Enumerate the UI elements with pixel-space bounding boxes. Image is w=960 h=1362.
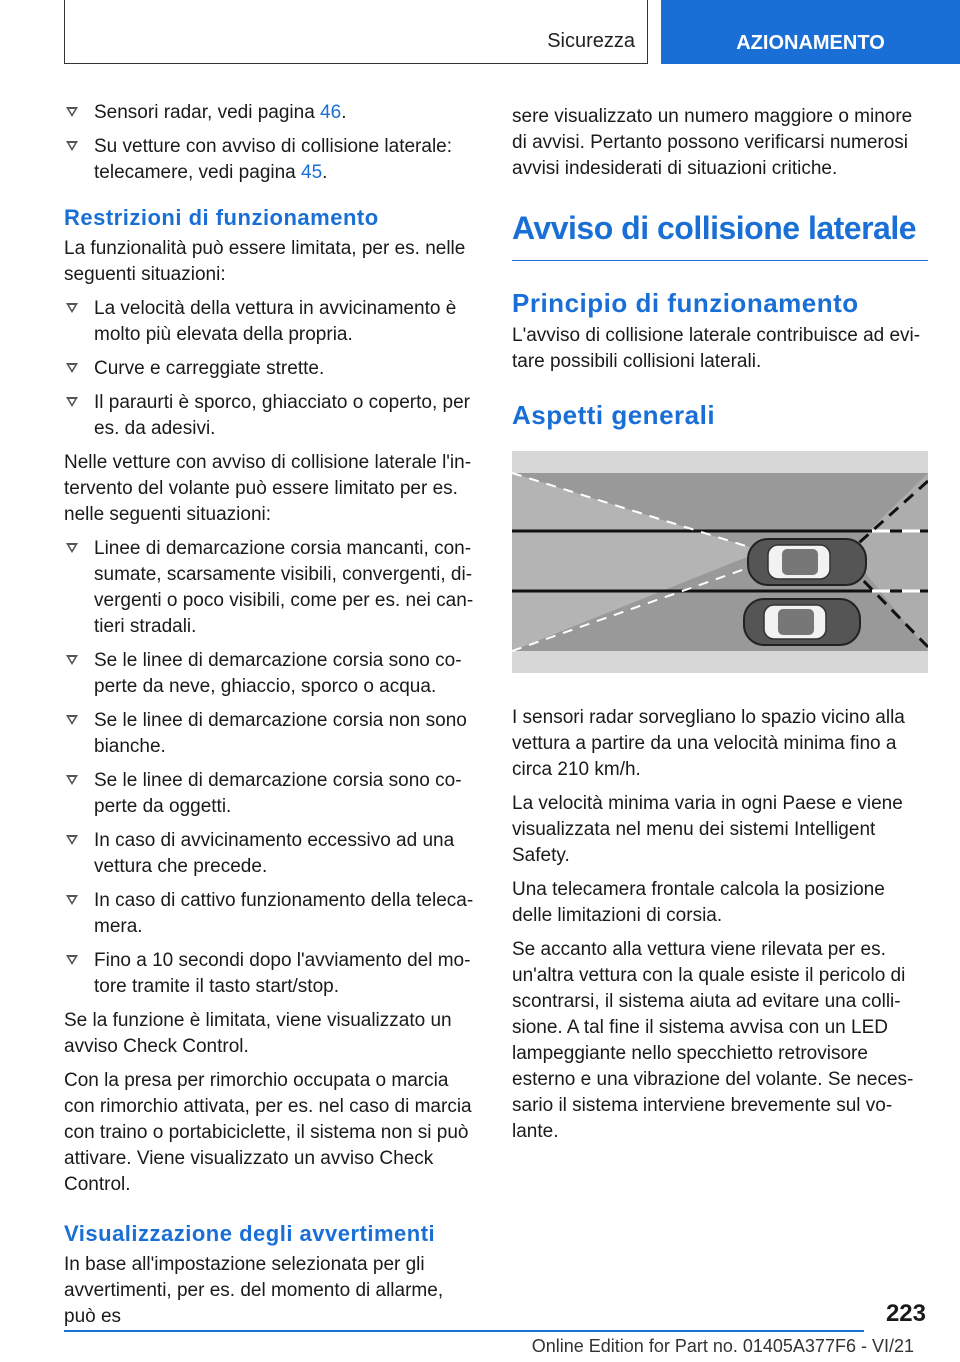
paragraph: La funzionalità può essere limitata, per es. nelle seguenti situazioni: [64, 238, 466, 285]
paragraph: La velocità minima varia in ogni Paese e viene visualizzata nel menu dei sistemi Intelligent Safety. [512, 793, 903, 866]
heading-restrictions: Restrizioni di funzionamento [64, 205, 379, 230]
paragraph: L'avviso di collisione laterale contribuisce ad evitare possibili collisioni laterali. [512, 325, 921, 372]
heading-warnings-display: Visualizzazione degli avvertimenti [64, 1221, 436, 1246]
list-item-text: Sensori radar, vedi pagina [94, 102, 321, 123]
chapter-tab-label: AZIONAMENTO [736, 32, 885, 54]
paragraph: Una telecamera frontale calcola la posizione delle limitazioni di corsia. [512, 879, 885, 926]
chapter-tab[interactable] [661, 0, 960, 64]
triangle-bullet-icon [66, 775, 78, 785]
list-item-text: La velocità della vettura in avvicinamento è molto più elevata della propria. [94, 298, 457, 345]
triangle-bullet-icon [66, 715, 78, 725]
paragraph: Se la funzione è limitata, viene visualizzato un avviso Check Control. [64, 1010, 452, 1057]
lane-assist-illustration [512, 451, 928, 673]
page-link-46[interactable]: 46 [320, 102, 342, 123]
footer-edition: Online Edition for Part no. 01405A377F6 - VI/21 [531, 1336, 914, 1356]
left-column [64, 100, 476, 1338]
list-item [64, 768, 476, 820]
list-item-text: Curve e carreggiate strette. [94, 358, 325, 379]
list-item-text: Se le linee di demarcazione corsia sono coperte da neve, ghiaccio, sporco o acqua. [94, 650, 462, 697]
heading-general-aspects: Aspetti generali [512, 400, 716, 430]
triangle-bullet-icon [66, 107, 78, 117]
triangle-bullet-icon [66, 303, 78, 313]
section-title: Sicurezza [547, 30, 635, 52]
paragraph: sere visualizzato un numero maggiore o minore di avvisi. Pertanto possono verificarsi numerosi avvisi indesiderati di situazioni critiche. [512, 106, 913, 179]
list-item [64, 356, 476, 382]
header-section-box [64, 0, 648, 64]
list-item [64, 828, 476, 880]
list-item-text: Il paraurti è sporco, ghiacciato o coperto, per es. da adesivi. [94, 392, 470, 439]
list-item [64, 708, 476, 760]
paragraph: In base all'impostazione selezionata per gli avvertimenti, per es. del momento di allarme, può es [64, 1254, 444, 1327]
paragraph: Se accanto alla vettura viene rilevata per es. un'altra vettura con la quale esiste il pericolo di scontrarsi, il sistema aiuta ad evitare una collisione. A tal fine il sistema avvisa con un LED lampeggiante nello specchietto retrovisore esterno e una vibrazione del volante. Se necessario il sistema interviene brevemente sul volante. [512, 939, 914, 1142]
list-item-text: Se le linee di demarcazione corsia non sono bianche. [94, 710, 467, 757]
list-item-text: In caso di avvicinamento eccessivo ad una vettura che precede. [94, 830, 455, 877]
triangle-bullet-icon [66, 955, 78, 965]
paragraph: Con la presa per rimorchio occupata o marcia con rimorchio attivata, per es. nel caso di marcia con traino o portabiciclette, il sistema non si può attivare. Viene visualizzato un avviso Check Control. [64, 1070, 472, 1195]
list-item-text: Fino a 10 secondi dopo l'avviamento del motore tramite il tasto start/stop. [94, 950, 471, 997]
paragraph: Nelle vetture con avviso di collisione laterale l'intervento del volante può essere limitato per es. nelle seguenti situazioni: [64, 452, 472, 525]
page-link-45[interactable]: 45 [301, 162, 323, 183]
list-item: Sensori radar, vedi pagina 46. [64, 100, 476, 126]
triangle-bullet-icon [66, 363, 78, 373]
list-item [64, 648, 476, 700]
triangle-bullet-icon [66, 895, 78, 905]
triangle-bullet-icon [66, 141, 78, 151]
list-item-text: Linee di demarcazione corsia mancanti, consumate, scarsamente visibili, convergenti, divergenti o poco visibili, come per es. nei cantieri stradali. [94, 538, 474, 637]
list-item-text: Se le linee di demarcazione corsia sono coperte da oggetti. [94, 770, 462, 817]
list-item [64, 390, 476, 442]
list-item: Su vetture con avviso di collisione laterale: telecamere, vedi pagina 45. [64, 134, 476, 186]
page-number: 223 [885, 1300, 926, 1327]
chapter-heading: Avviso di collisione laterale [512, 208, 928, 261]
list-item [64, 948, 476, 1000]
paragraph: I sensori radar sorvegliano lo spazio vicino alla vettura a partire da una velocità minima fino a circa 210 km/h. [512, 707, 905, 780]
car-icon [744, 599, 860, 645]
heading-principle: Principio di funzionamento [512, 288, 859, 318]
list-item-text: In caso di cattivo funzionamento della telecamera. [94, 890, 474, 937]
list-item [64, 296, 476, 348]
triangle-bullet-icon [66, 835, 78, 845]
footer-divider [64, 1330, 864, 1332]
list-item-text: Su vetture con avviso di collisione laterale: telecamere, vedi pagina [94, 136, 453, 183]
list-item [64, 888, 476, 940]
triangle-bullet-icon [66, 397, 78, 407]
triangle-bullet-icon [66, 543, 78, 553]
car-icon [748, 539, 866, 585]
triangle-bullet-icon [66, 655, 78, 665]
right-column [512, 104, 928, 1153]
list-item [64, 536, 476, 640]
